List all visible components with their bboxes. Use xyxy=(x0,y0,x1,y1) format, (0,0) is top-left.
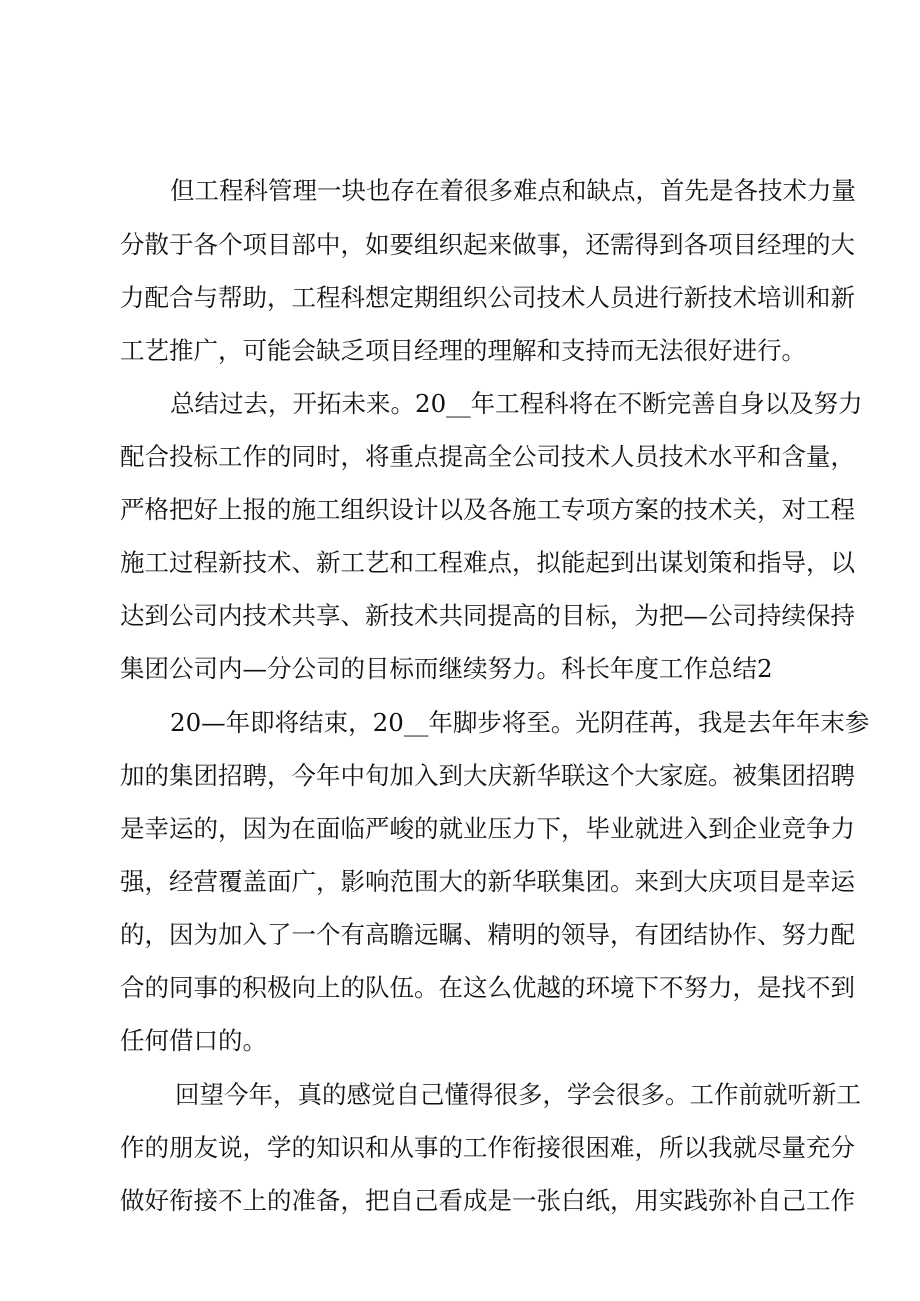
paragraph-2-line-5: 达到公司内技术共享、新技术共同提高的目标，为把—公司持续保持 xyxy=(120,601,855,630)
paragraph-3-line-1: 20—年即将结束，20__年脚步将至。光阴荏苒，我是去年年末参 xyxy=(170,708,870,737)
paragraph-3-line-6: 合的同事的积极向上的队伍。在这么优越的环境下不努力，是找不到 xyxy=(120,973,855,1002)
paragraph-1-line-3: 力配合与帮助，工程科想定期组织公司技术人员进行新技术培训和新 xyxy=(120,283,855,312)
paragraph-3-line-4: 强，经营覆盖面广，影响范围大的新华联集团。来到大庆项目是幸运 xyxy=(120,867,855,896)
paragraph-2-line-2: 配合投标工作的同时，将重点提高全公司技术人员技术水平和含量， xyxy=(120,442,855,471)
paragraph-2-line-3: 严格把好上报的施工组织设计以及各施工专项方案的技术关，对工程 xyxy=(120,495,855,524)
paragraph-4-line-3: 做好衔接不上的准备，把自己看成是一张白纸，用实践弥补自己工作 xyxy=(120,1186,855,1215)
paragraph-1-line-2: 分散于各个项目部中，如要组织起来做事，还需得到各项目经理的大 xyxy=(120,230,855,259)
paragraph-3-line-3: 是幸运的，因为在面临严峻的就业压力下，毕业就进入到企业竞争力 xyxy=(120,814,855,843)
paragraph-2-line-6: 集团公司内—分公司的目标而继续努力。科长年度工作总结2 xyxy=(120,654,773,683)
paragraph-3-line-2: 加的集团招聘，今年中旬加入到大庆新华联这个大家庭。被集团招聘 xyxy=(120,761,855,790)
paragraph-2-line-4: 施工过程新技术、新工艺和工程难点，拟能起到出谋划策和指导，以 xyxy=(120,548,855,577)
paragraph-3-line-7: 任何借口的。 xyxy=(120,1026,267,1055)
paragraph-1-line-1: 但工程科管理一块也存在着很多难点和缺点，首先是各技术力量 xyxy=(170,176,856,205)
paragraph-4-line-2: 作的朋友说，学的知识和从事的工作衔接很困难，所以我就尽量充分 xyxy=(120,1133,855,1162)
paragraph-4-line-1: 回望今年，真的感觉自己懂得很多，学会很多。工作前就听新工 xyxy=(175,1080,861,1109)
paragraph-1-line-4: 工艺推广，可能会缺乏项目经理的理解和支持而无法很好进行。 xyxy=(120,336,806,365)
paragraph-2-line-1: 总结过去，开拓未来。20__年工程科将在不断完善自身以及努力 xyxy=(170,389,863,418)
paragraph-3-line-5: 的，因为加入了一个有高瞻远瞩、精明的领导，有团结协作、努力配 xyxy=(120,920,855,949)
